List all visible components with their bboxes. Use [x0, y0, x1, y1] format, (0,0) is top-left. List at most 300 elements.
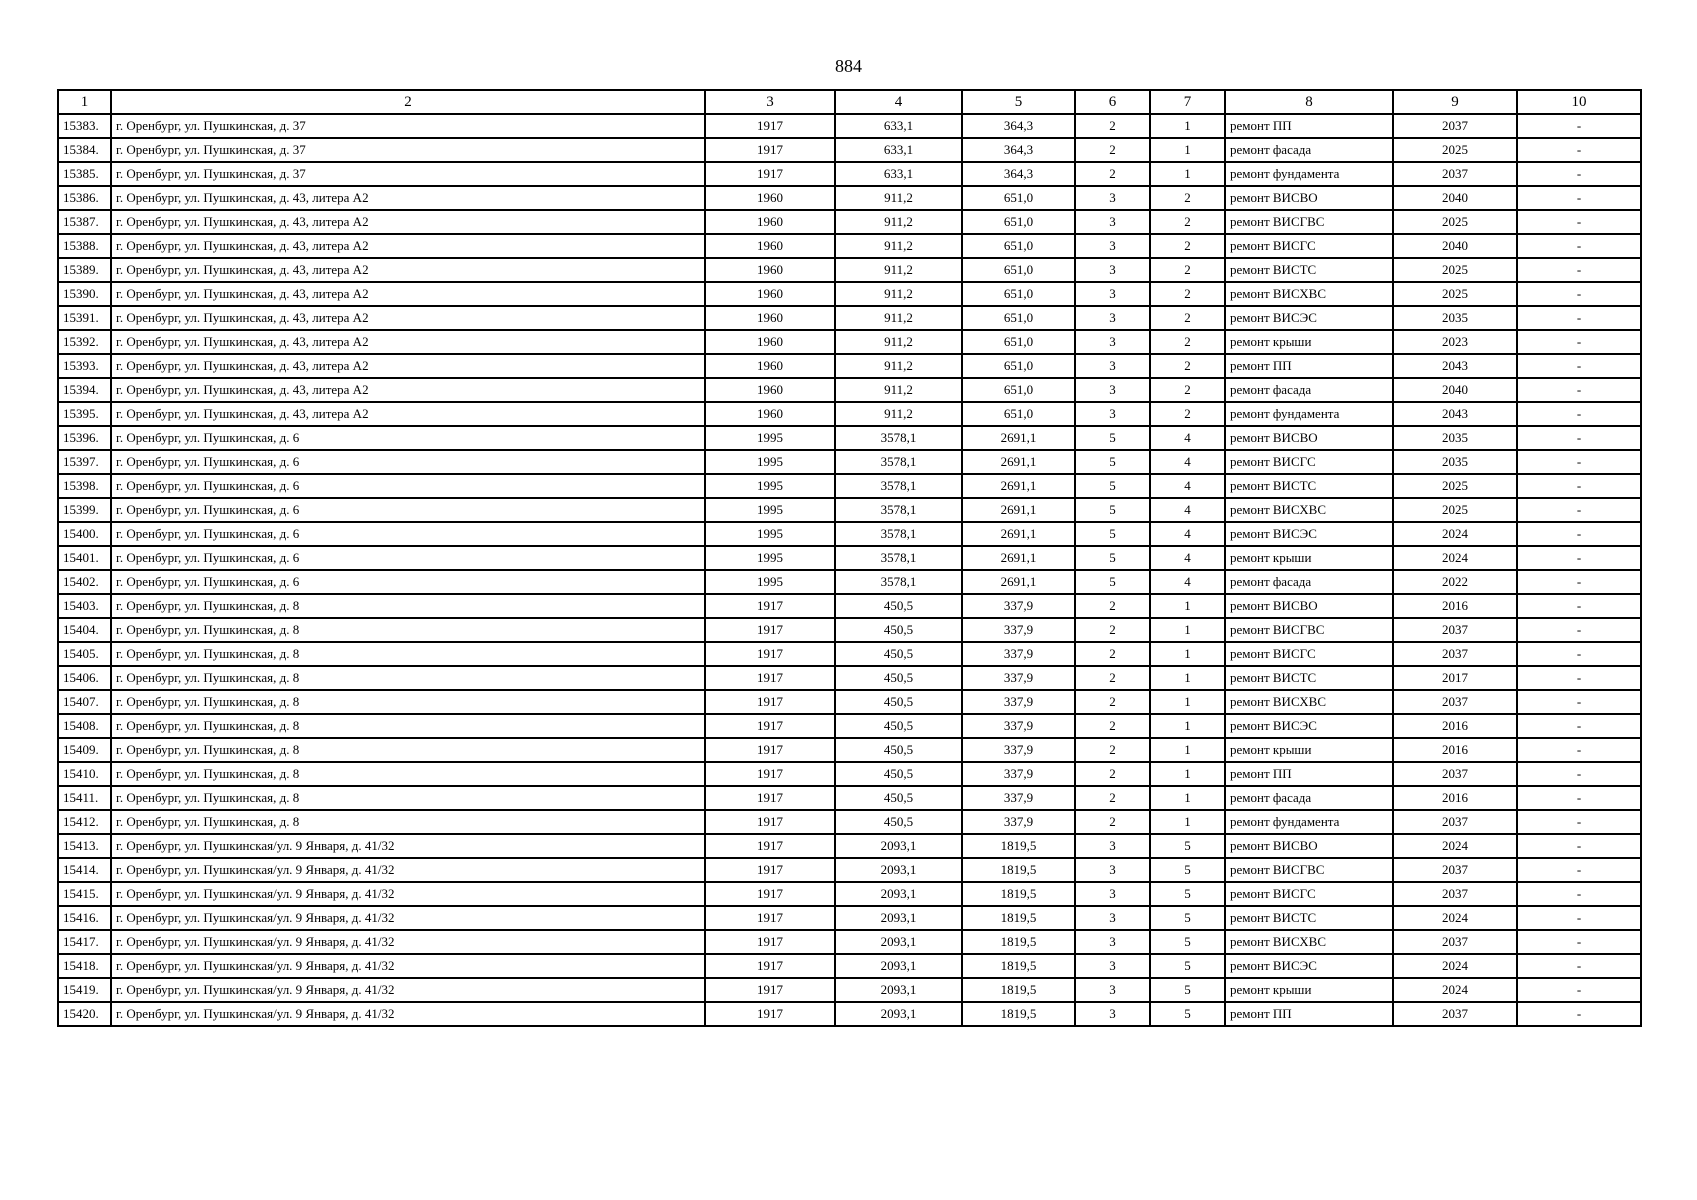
cell-row-number: 15393. — [58, 354, 111, 378]
cell-work-type: ремонт фасада — [1225, 378, 1393, 402]
cell-floors: 3 — [1075, 906, 1150, 930]
cell-living-area: 651,0 — [962, 402, 1075, 426]
cell-year-built: 1960 — [705, 402, 835, 426]
cell-floors: 5 — [1075, 498, 1150, 522]
cell-total-area: 2093,1 — [835, 858, 962, 882]
cell-planned-year: 2037 — [1393, 810, 1517, 834]
cell-row-number: 15385. — [58, 162, 111, 186]
cell-floors: 3 — [1075, 330, 1150, 354]
cell-work-type: ремонт ВИСТС — [1225, 258, 1393, 282]
cell-address: г. Оренбург, ул. Пушкинская, д. 6 — [111, 570, 705, 594]
cell-living-area: 337,9 — [962, 786, 1075, 810]
cell-living-area: 2691,1 — [962, 450, 1075, 474]
cell-total-area: 911,2 — [835, 402, 962, 426]
cell-work-type: ремонт ВИСТС — [1225, 666, 1393, 690]
cell-entrances: 1 — [1150, 786, 1225, 810]
cell-living-area: 337,9 — [962, 714, 1075, 738]
cell-note: - — [1517, 330, 1641, 354]
cell-living-area: 364,3 — [962, 138, 1075, 162]
cell-living-area: 1819,5 — [962, 882, 1075, 906]
cell-note: - — [1517, 282, 1641, 306]
cell-address: г. Оренбург, ул. Пушкинская/ул. 9 Января, д. 41/32 — [111, 930, 705, 954]
cell-floors: 5 — [1075, 546, 1150, 570]
cell-entrances: 4 — [1150, 450, 1225, 474]
cell-year-built: 1917 — [705, 858, 835, 882]
cell-living-area: 337,9 — [962, 810, 1075, 834]
cell-floors: 3 — [1075, 858, 1150, 882]
cell-year-built: 1917 — [705, 642, 835, 666]
cell-total-area: 911,2 — [835, 282, 962, 306]
cell-row-number: 15412. — [58, 810, 111, 834]
cell-entrances: 1 — [1150, 666, 1225, 690]
cell-total-area: 2093,1 — [835, 954, 962, 978]
cell-year-built: 1960 — [705, 378, 835, 402]
cell-row-number: 15400. — [58, 522, 111, 546]
cell-floors: 2 — [1075, 114, 1150, 138]
cell-row-number: 15384. — [58, 138, 111, 162]
cell-floors: 3 — [1075, 210, 1150, 234]
cell-planned-year: 2037 — [1393, 690, 1517, 714]
cell-row-number: 15418. — [58, 954, 111, 978]
cell-planned-year: 2023 — [1393, 330, 1517, 354]
cell-year-built: 1960 — [705, 282, 835, 306]
cell-work-type: ремонт ВИСЭС — [1225, 954, 1393, 978]
cell-row-number: 15405. — [58, 642, 111, 666]
cell-total-area: 911,2 — [835, 354, 962, 378]
table-row — [58, 738, 1641, 762]
cell-note: - — [1517, 474, 1641, 498]
cell-total-area: 633,1 — [835, 114, 962, 138]
table-row — [58, 882, 1641, 906]
cell-total-area: 450,5 — [835, 618, 962, 642]
cell-year-built: 1917 — [705, 834, 835, 858]
cell-address: г. Оренбург, ул. Пушкинская, д. 43, литера А2 — [111, 378, 705, 402]
cell-total-area: 2093,1 — [835, 930, 962, 954]
cell-entrances: 2 — [1150, 234, 1225, 258]
cell-address: г. Оренбург, ул. Пушкинская, д. 8 — [111, 738, 705, 762]
cell-note: - — [1517, 666, 1641, 690]
cell-entrances: 2 — [1150, 282, 1225, 306]
cell-note: - — [1517, 594, 1641, 618]
cell-work-type: ремонт фундамента — [1225, 402, 1393, 426]
cell-total-area: 450,5 — [835, 810, 962, 834]
cell-living-area: 651,0 — [962, 210, 1075, 234]
cell-entrances: 1 — [1150, 618, 1225, 642]
cell-planned-year: 2037 — [1393, 162, 1517, 186]
cell-work-type: ремонт ВИСГС — [1225, 450, 1393, 474]
cell-floors: 3 — [1075, 954, 1150, 978]
cell-entrances: 4 — [1150, 426, 1225, 450]
cell-work-type: ремонт фасада — [1225, 786, 1393, 810]
cell-work-type: ремонт ПП — [1225, 1002, 1393, 1026]
cell-address: г. Оренбург, ул. Пушкинская, д. 43, литера А2 — [111, 258, 705, 282]
cell-total-area: 2093,1 — [835, 834, 962, 858]
cell-entrances: 1 — [1150, 642, 1225, 666]
cell-address: г. Оренбург, ул. Пушкинская, д. 43, литера А2 — [111, 306, 705, 330]
column-header-2: 2 — [111, 90, 705, 114]
cell-row-number: 15419. — [58, 978, 111, 1002]
cell-row-number: 15383. — [58, 114, 111, 138]
cell-floors: 2 — [1075, 162, 1150, 186]
cell-planned-year: 2037 — [1393, 930, 1517, 954]
cell-row-number: 15408. — [58, 714, 111, 738]
table-row — [58, 546, 1641, 570]
cell-row-number: 15406. — [58, 666, 111, 690]
table-row — [58, 858, 1641, 882]
cell-address: г. Оренбург, ул. Пушкинская/ул. 9 Января, д. 41/32 — [111, 858, 705, 882]
cell-living-area: 2691,1 — [962, 570, 1075, 594]
cell-entrances: 1 — [1150, 762, 1225, 786]
cell-planned-year: 2037 — [1393, 762, 1517, 786]
cell-floors: 5 — [1075, 450, 1150, 474]
cell-year-built: 1995 — [705, 570, 835, 594]
cell-address: г. Оренбург, ул. Пушкинская, д. 6 — [111, 546, 705, 570]
cell-planned-year: 2037 — [1393, 642, 1517, 666]
cell-planned-year: 2040 — [1393, 186, 1517, 210]
cell-note: - — [1517, 834, 1641, 858]
cell-note: - — [1517, 858, 1641, 882]
cell-work-type: ремонт ВИСХВС — [1225, 498, 1393, 522]
table-row — [58, 258, 1641, 282]
table-row — [58, 210, 1641, 234]
cell-address: г. Оренбург, ул. Пушкинская, д. 37 — [111, 138, 705, 162]
cell-work-type: ремонт ВИСТС — [1225, 906, 1393, 930]
table-row — [58, 762, 1641, 786]
cell-row-number: 15416. — [58, 906, 111, 930]
cell-planned-year: 2024 — [1393, 522, 1517, 546]
cell-floors: 2 — [1075, 690, 1150, 714]
cell-living-area: 364,3 — [962, 114, 1075, 138]
cell-work-type: ремонт ВИСЭС — [1225, 522, 1393, 546]
cell-address: г. Оренбург, ул. Пушкинская, д. 8 — [111, 786, 705, 810]
cell-entrances: 2 — [1150, 186, 1225, 210]
cell-row-number: 15414. — [58, 858, 111, 882]
cell-note: - — [1517, 1002, 1641, 1026]
cell-note: - — [1517, 618, 1641, 642]
cell-total-area: 2093,1 — [835, 882, 962, 906]
cell-address: г. Оренбург, ул. Пушкинская, д. 43, литера А2 — [111, 210, 705, 234]
cell-entrances: 4 — [1150, 474, 1225, 498]
cell-planned-year: 2035 — [1393, 306, 1517, 330]
cell-living-area: 651,0 — [962, 234, 1075, 258]
cell-year-built: 1917 — [705, 978, 835, 1002]
cell-address: г. Оренбург, ул. Пушкинская/ул. 9 Января, д. 41/32 — [111, 906, 705, 930]
table-row — [58, 618, 1641, 642]
cell-entrances: 1 — [1150, 162, 1225, 186]
cell-living-area: 337,9 — [962, 642, 1075, 666]
cell-total-area: 911,2 — [835, 210, 962, 234]
cell-planned-year: 2022 — [1393, 570, 1517, 594]
cell-note: - — [1517, 258, 1641, 282]
cell-year-built: 1995 — [705, 426, 835, 450]
cell-work-type: ремонт крыши — [1225, 738, 1393, 762]
cell-entrances: 5 — [1150, 834, 1225, 858]
column-header-9: 9 — [1393, 90, 1517, 114]
cell-total-area: 911,2 — [835, 330, 962, 354]
cell-floors: 3 — [1075, 882, 1150, 906]
cell-address: г. Оренбург, ул. Пушкинская, д. 8 — [111, 594, 705, 618]
cell-planned-year: 2025 — [1393, 474, 1517, 498]
cell-year-built: 1995 — [705, 450, 835, 474]
cell-floors: 2 — [1075, 618, 1150, 642]
cell-planned-year: 2043 — [1393, 354, 1517, 378]
cell-living-area: 337,9 — [962, 666, 1075, 690]
cell-row-number: 15394. — [58, 378, 111, 402]
table-row — [58, 594, 1641, 618]
cell-entrances: 2 — [1150, 330, 1225, 354]
cell-total-area: 450,5 — [835, 738, 962, 762]
table-row — [58, 474, 1641, 498]
cell-work-type: ремонт ВИСХВС — [1225, 930, 1393, 954]
cell-note: - — [1517, 570, 1641, 594]
cell-entrances: 1 — [1150, 810, 1225, 834]
cell-note: - — [1517, 162, 1641, 186]
cell-floors: 2 — [1075, 762, 1150, 786]
cell-note: - — [1517, 210, 1641, 234]
table-row — [58, 666, 1641, 690]
cell-floors: 3 — [1075, 186, 1150, 210]
cell-entrances: 2 — [1150, 378, 1225, 402]
table-row — [58, 378, 1641, 402]
table-row — [58, 834, 1641, 858]
cell-entrances: 5 — [1150, 1002, 1225, 1026]
table-row — [58, 810, 1641, 834]
cell-total-area: 911,2 — [835, 378, 962, 402]
cell-work-type: ремонт ВИСТС — [1225, 474, 1393, 498]
cell-work-type: ремонт ПП — [1225, 354, 1393, 378]
cell-floors: 3 — [1075, 1002, 1150, 1026]
cell-planned-year: 2025 — [1393, 210, 1517, 234]
cell-address: г. Оренбург, ул. Пушкинская, д. 8 — [111, 642, 705, 666]
cell-year-built: 1995 — [705, 546, 835, 570]
cell-floors: 3 — [1075, 930, 1150, 954]
cell-living-area: 651,0 — [962, 330, 1075, 354]
cell-floors: 2 — [1075, 666, 1150, 690]
cell-address: г. Оренбург, ул. Пушкинская, д. 8 — [111, 714, 705, 738]
cell-work-type: ремонт фундамента — [1225, 810, 1393, 834]
cell-living-area: 651,0 — [962, 378, 1075, 402]
cell-planned-year: 2017 — [1393, 666, 1517, 690]
cell-work-type: ремонт крыши — [1225, 546, 1393, 570]
cell-year-built: 1917 — [705, 114, 835, 138]
table-row — [58, 954, 1641, 978]
cell-planned-year: 2040 — [1393, 234, 1517, 258]
cell-year-built: 1917 — [705, 714, 835, 738]
cell-work-type: ремонт ВИСЭС — [1225, 306, 1393, 330]
cell-living-area: 1819,5 — [962, 858, 1075, 882]
cell-total-area: 2093,1 — [835, 906, 962, 930]
cell-address: г. Оренбург, ул. Пушкинская, д. 43, литера А2 — [111, 330, 705, 354]
cell-floors: 5 — [1075, 426, 1150, 450]
cell-note: - — [1517, 138, 1641, 162]
cell-planned-year: 2025 — [1393, 138, 1517, 162]
cell-floors: 3 — [1075, 234, 1150, 258]
table-row — [58, 978, 1641, 1002]
cell-planned-year: 2025 — [1393, 258, 1517, 282]
table-row — [58, 450, 1641, 474]
cell-year-built: 1917 — [705, 762, 835, 786]
cell-year-built: 1917 — [705, 930, 835, 954]
cell-work-type: ремонт ВИСВО — [1225, 834, 1393, 858]
cell-planned-year: 2035 — [1393, 450, 1517, 474]
cell-address: г. Оренбург, ул. Пушкинская, д. 8 — [111, 762, 705, 786]
cell-total-area: 450,5 — [835, 714, 962, 738]
table-row — [58, 498, 1641, 522]
cell-entrances: 5 — [1150, 930, 1225, 954]
cell-year-built: 1917 — [705, 666, 835, 690]
cell-living-area: 1819,5 — [962, 954, 1075, 978]
cell-year-built: 1917 — [705, 786, 835, 810]
cell-total-area: 450,5 — [835, 786, 962, 810]
cell-year-built: 1960 — [705, 234, 835, 258]
cell-note: - — [1517, 522, 1641, 546]
cell-total-area: 3578,1 — [835, 426, 962, 450]
cell-note: - — [1517, 354, 1641, 378]
cell-total-area: 2093,1 — [835, 978, 962, 1002]
table-row — [58, 330, 1641, 354]
cell-year-built: 1917 — [705, 954, 835, 978]
cell-work-type: ремонт ВИСГВС — [1225, 858, 1393, 882]
cell-planned-year: 2035 — [1393, 426, 1517, 450]
cell-address: г. Оренбург, ул. Пушкинская/ул. 9 Января, д. 41/32 — [111, 1002, 705, 1026]
cell-living-area: 651,0 — [962, 282, 1075, 306]
cell-note: - — [1517, 186, 1641, 210]
cell-entrances: 1 — [1150, 114, 1225, 138]
cell-address: г. Оренбург, ул. Пушкинская, д. 6 — [111, 522, 705, 546]
cell-living-area: 337,9 — [962, 762, 1075, 786]
cell-address: г. Оренбург, ул. Пушкинская/ул. 9 Января, д. 41/32 — [111, 834, 705, 858]
column-header-8: 8 — [1225, 90, 1393, 114]
cell-planned-year: 2024 — [1393, 954, 1517, 978]
cell-planned-year: 2025 — [1393, 282, 1517, 306]
cell-address: г. Оренбург, ул. Пушкинская, д. 43, литера А2 — [111, 402, 705, 426]
cell-entrances: 5 — [1150, 954, 1225, 978]
cell-planned-year: 2037 — [1393, 1002, 1517, 1026]
table-row — [58, 234, 1641, 258]
cell-planned-year: 2037 — [1393, 114, 1517, 138]
cell-total-area: 633,1 — [835, 138, 962, 162]
cell-entrances: 1 — [1150, 594, 1225, 618]
cell-planned-year: 2016 — [1393, 738, 1517, 762]
table-row — [58, 1002, 1641, 1026]
column-header-3: 3 — [705, 90, 835, 114]
cell-floors: 5 — [1075, 570, 1150, 594]
cell-note: - — [1517, 234, 1641, 258]
cell-row-number: 15410. — [58, 762, 111, 786]
register-table — [57, 89, 1642, 1027]
page-number: 884 — [835, 56, 862, 76]
cell-floors: 2 — [1075, 714, 1150, 738]
cell-total-area: 450,5 — [835, 642, 962, 666]
cell-living-area: 337,9 — [962, 738, 1075, 762]
cell-work-type: ремонт ВИСГС — [1225, 882, 1393, 906]
cell-note: - — [1517, 738, 1641, 762]
cell-floors: 3 — [1075, 378, 1150, 402]
cell-year-built: 1960 — [705, 354, 835, 378]
cell-work-type: ремонт фасада — [1225, 570, 1393, 594]
cell-living-area: 1819,5 — [962, 834, 1075, 858]
cell-floors: 3 — [1075, 282, 1150, 306]
cell-living-area: 1819,5 — [962, 1002, 1075, 1026]
cell-work-type: ремонт ВИСВО — [1225, 594, 1393, 618]
cell-row-number: 15404. — [58, 618, 111, 642]
cell-year-built: 1917 — [705, 882, 835, 906]
cell-address: г. Оренбург, ул. Пушкинская/ул. 9 Января, д. 41/32 — [111, 978, 705, 1002]
cell-note: - — [1517, 762, 1641, 786]
table-row — [58, 690, 1641, 714]
cell-floors: 2 — [1075, 738, 1150, 762]
cell-floors: 3 — [1075, 354, 1150, 378]
cell-address: г. Оренбург, ул. Пушкинская, д. 6 — [111, 498, 705, 522]
cell-living-area: 2691,1 — [962, 522, 1075, 546]
cell-planned-year: 2037 — [1393, 858, 1517, 882]
cell-address: г. Оренбург, ул. Пушкинская, д. 37 — [111, 162, 705, 186]
column-header-7: 7 — [1150, 90, 1225, 114]
cell-total-area: 3578,1 — [835, 546, 962, 570]
cell-living-area: 1819,5 — [962, 930, 1075, 954]
table-row — [58, 306, 1641, 330]
cell-row-number: 15399. — [58, 498, 111, 522]
cell-floors: 3 — [1075, 834, 1150, 858]
cell-total-area: 911,2 — [835, 258, 962, 282]
cell-note: - — [1517, 450, 1641, 474]
cell-note: - — [1517, 690, 1641, 714]
cell-total-area: 450,5 — [835, 594, 962, 618]
cell-year-built: 1960 — [705, 186, 835, 210]
cell-row-number: 15389. — [58, 258, 111, 282]
cell-row-number: 15401. — [58, 546, 111, 570]
table-row — [58, 786, 1641, 810]
cell-year-built: 1995 — [705, 498, 835, 522]
cell-address: г. Оренбург, ул. Пушкинская/ул. 9 Января, д. 41/32 — [111, 882, 705, 906]
cell-note: - — [1517, 786, 1641, 810]
cell-work-type: ремонт ВИСГВС — [1225, 210, 1393, 234]
cell-work-type: ремонт крыши — [1225, 330, 1393, 354]
cell-work-type: ремонт ПП — [1225, 762, 1393, 786]
cell-year-built: 1960 — [705, 210, 835, 234]
cell-entrances: 4 — [1150, 570, 1225, 594]
cell-entrances: 5 — [1150, 906, 1225, 930]
cell-year-built: 1917 — [705, 138, 835, 162]
cell-year-built: 1917 — [705, 618, 835, 642]
cell-living-area: 651,0 — [962, 186, 1075, 210]
cell-work-type: ремонт фасада — [1225, 138, 1393, 162]
cell-floors: 2 — [1075, 810, 1150, 834]
cell-floors: 5 — [1075, 522, 1150, 546]
cell-year-built: 1960 — [705, 258, 835, 282]
cell-row-number: 15415. — [58, 882, 111, 906]
cell-row-number: 15402. — [58, 570, 111, 594]
cell-year-built: 1917 — [705, 1002, 835, 1026]
cell-note: - — [1517, 906, 1641, 930]
table-body — [58, 114, 1641, 1026]
cell-floors: 3 — [1075, 402, 1150, 426]
cell-floors: 2 — [1075, 786, 1150, 810]
cell-address: г. Оренбург, ул. Пушкинская, д. 6 — [111, 474, 705, 498]
cell-entrances: 1 — [1150, 738, 1225, 762]
cell-living-area: 2691,1 — [962, 474, 1075, 498]
cell-address: г. Оренбург, ул. Пушкинская/ул. 9 Января, д. 41/32 — [111, 954, 705, 978]
cell-planned-year: 2024 — [1393, 546, 1517, 570]
cell-work-type: ремонт ВИСХВС — [1225, 282, 1393, 306]
column-header-5: 5 — [962, 90, 1075, 114]
cell-row-number: 15390. — [58, 282, 111, 306]
cell-floors: 3 — [1075, 978, 1150, 1002]
table-row — [58, 642, 1641, 666]
cell-year-built: 1995 — [705, 474, 835, 498]
cell-planned-year: 2037 — [1393, 618, 1517, 642]
cell-planned-year: 2016 — [1393, 714, 1517, 738]
